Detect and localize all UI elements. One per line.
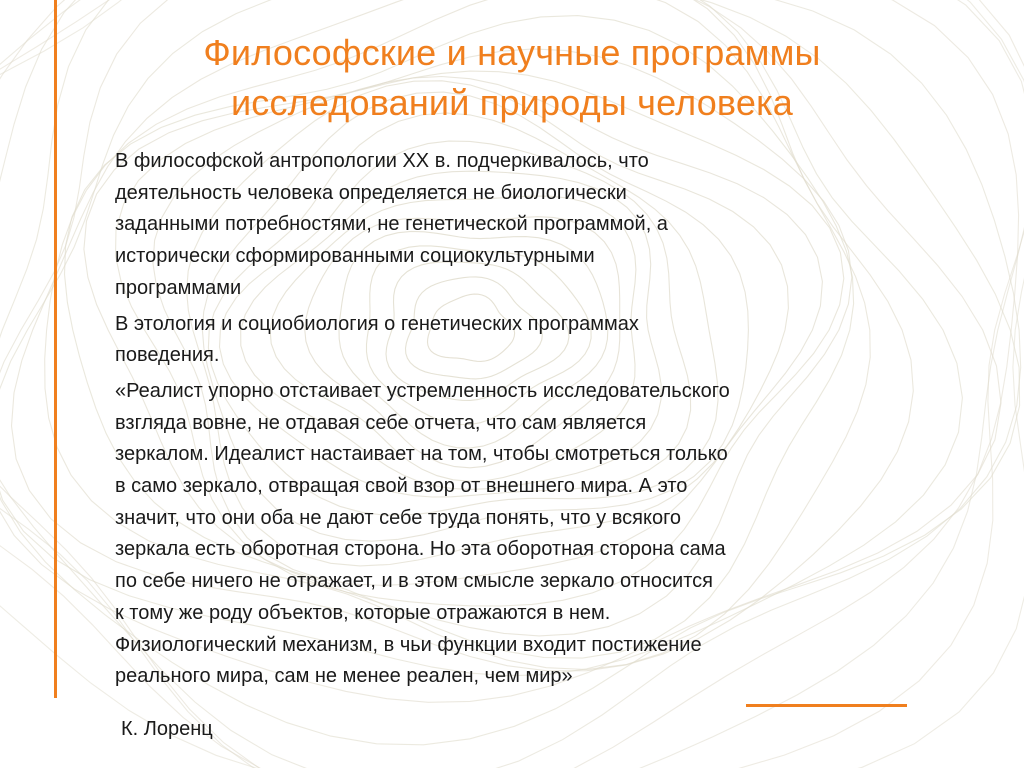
text-line: зеркала есть оборотная сторона. Но эта оборотная сторона сама xyxy=(115,538,726,561)
text-line: В философской антропологии XX в. подчеркивалось, что xyxy=(115,150,649,172)
left-accent-rule xyxy=(54,0,57,698)
text-line: программами xyxy=(115,276,242,299)
text-line: в само зеркало, отвращая свой взор от внешнего мира. А это xyxy=(115,475,688,498)
paragraph-ethology xyxy=(115,309,915,372)
text-line: реального мира, сам не менее реален, чем мир» xyxy=(115,665,573,688)
text-line: В этология и социобиология о генетических программах xyxy=(115,312,639,335)
text-line: Физиологический механизм, в чьи функции входит постижение xyxy=(115,633,702,656)
slide-body xyxy=(115,146,915,697)
text-line: зеркалом. Идеалист настаивает на том, чтобы смотреться только xyxy=(115,443,728,466)
paragraph-lorenz-quote xyxy=(115,376,915,693)
text-line: к тому же роду объектов, которые отражаются в нем. xyxy=(115,601,611,624)
bottom-accent-rule xyxy=(746,704,907,707)
slide-title xyxy=(120,28,904,128)
quote-author: К. Лоренц xyxy=(121,718,213,740)
text-line: по себе ничего не отражает, и в этом смысле зеркало относится xyxy=(115,570,713,593)
text-line: поведения. xyxy=(115,344,220,367)
text-line: деятельность человека определяется не биологически xyxy=(115,181,627,204)
title-line: исследований природы человека xyxy=(230,82,794,123)
text-line: значит, что они оба не дают себе труда понять, что у всякого xyxy=(115,506,682,529)
text-line: исторически сформированными социокультурными xyxy=(115,245,595,268)
text-line: взгляда вовне, не отдавая себе отчета, что сам является xyxy=(115,411,647,434)
paragraph-philosophical-anthropology xyxy=(115,146,915,305)
title-line: Философские и научные программы xyxy=(203,32,821,73)
text-line: заданными потребностями, не генетической программой, а xyxy=(115,213,668,236)
text-line: «Реалист упорно отстаивает устремленность исследовательского xyxy=(115,379,730,402)
